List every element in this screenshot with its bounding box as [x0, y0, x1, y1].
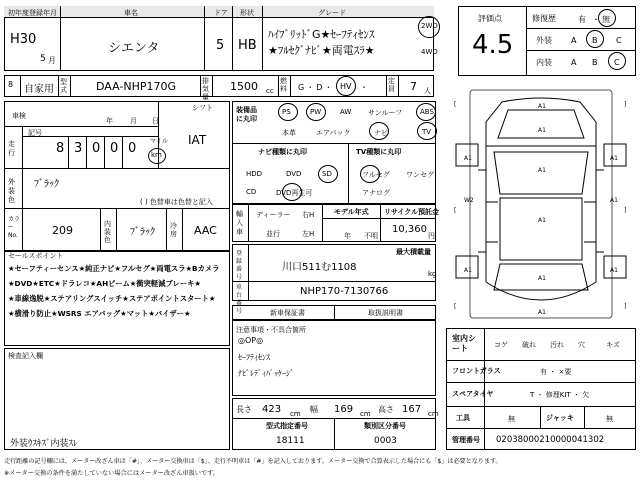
- seat-option: コゲ: [494, 341, 508, 349]
- divider: [200, 75, 201, 97]
- divider: [334, 305, 335, 320]
- equipment-item: ABS: [420, 108, 434, 116]
- mgmt-no: 02038000210000041302: [496, 435, 605, 445]
- divider: [100, 208, 101, 251]
- divider: [22, 208, 23, 251]
- length-unit: cm: [290, 410, 301, 418]
- odometer-digit: 8: [56, 141, 65, 156]
- divider: [446, 406, 636, 407]
- nav-option: HDD: [246, 170, 263, 178]
- diagram-label: A1: [538, 275, 546, 282]
- nav-option: DVD: [286, 170, 302, 178]
- capacity: 7: [410, 80, 417, 93]
- divider: [526, 28, 636, 29]
- model-year-unknown: 不明: [364, 232, 378, 240]
- fuel-hv: HV: [340, 82, 352, 91]
- chassis: NHP170-7130766: [300, 286, 389, 297]
- score-value: 4.5: [472, 30, 514, 60]
- doors: 5: [216, 38, 225, 53]
- footer-line1: 走行距離の記号欄には、メーター改ざん車は「#」、メーター交換車は「$」、走行不明車は「#」を記入しております。メーター交換で合算表示した場合にも「$」は必要となります。: [4, 458, 502, 465]
- spare-label: スペアタイヤ: [452, 390, 494, 398]
- nav-option: SD: [322, 170, 332, 178]
- use: 自家用: [24, 84, 54, 95]
- use-box: 8: [8, 80, 14, 89]
- int-c: C: [614, 58, 620, 67]
- note-line: ﾅﾋﾞﾚﾃﾞｨﾊﾟｯｹｰｼﾞ: [238, 369, 294, 378]
- ext-b: B: [592, 36, 598, 45]
- import-label: 輸入車: [236, 210, 243, 236]
- int-a: A: [571, 58, 577, 67]
- capacity-unit: 人: [424, 87, 431, 95]
- diagram-label: A1: [464, 155, 472, 162]
- odometer-divider: [104, 136, 105, 168]
- divider: [4, 208, 230, 209]
- car-diagram: [446, 82, 636, 326]
- interior-label: 内装: [536, 58, 552, 67]
- plate: 川口511む1108: [282, 262, 357, 273]
- tv-option: ワンセグ: [406, 171, 434, 179]
- equipment-item: PW: [310, 108, 322, 116]
- shape: HB: [238, 38, 257, 53]
- grade-label: グレード: [318, 9, 346, 17]
- nav-option: DVD再生可: [276, 189, 313, 197]
- parallel: 並行: [266, 230, 280, 238]
- fuel-options: G・D・: [298, 83, 335, 92]
- color-note: ( ) 色替車は色替と記入: [140, 198, 213, 206]
- dealer: ディーラー: [256, 211, 291, 219]
- divider: [182, 208, 183, 251]
- int-b: B: [592, 58, 598, 67]
- inspection-label: 車検: [12, 112, 26, 120]
- equipment-item: PS: [282, 108, 291, 116]
- height: 167: [402, 404, 422, 415]
- seat-option: 破れ: [522, 341, 536, 349]
- car-name-label: 車名: [124, 9, 138, 17]
- divider: [248, 244, 249, 301]
- divider: [4, 126, 158, 127]
- diagram-label: A1: [538, 167, 546, 174]
- svg-text:[: [: [454, 101, 457, 108]
- day-label: 日: [152, 117, 159, 125]
- divider: [484, 328, 485, 450]
- seat-option: 穴: [578, 341, 585, 349]
- mile-label: マイル: [150, 138, 168, 145]
- tools-label: 工具: [456, 414, 470, 422]
- divider: [278, 75, 279, 97]
- model-year-label: モデル年式: [334, 208, 369, 216]
- seat-option: 汚れ: [550, 341, 564, 349]
- width: 169: [334, 404, 354, 415]
- repair-label: 修復歴: [532, 14, 556, 23]
- divider: [166, 208, 167, 251]
- odometer-digit: 0: [92, 141, 101, 156]
- divider: [446, 360, 636, 361]
- reg-month-unit: 月: [48, 56, 56, 65]
- nav-label: ナビ種類に丸印: [258, 148, 307, 156]
- divider: [398, 75, 399, 97]
- nav-option: CD: [246, 188, 257, 196]
- drive-2wd: 2WD: [421, 22, 438, 30]
- ac-value: AAC: [194, 224, 217, 237]
- divider: [290, 75, 291, 97]
- class-no: 0003: [374, 436, 397, 446]
- color-value: ﾌﾞﾗｯｸ: [34, 179, 59, 190]
- color-no-label: カラーNo.: [8, 216, 21, 239]
- right-hand: 右H: [302, 211, 315, 219]
- height-unit: cm: [428, 410, 439, 418]
- divider: [322, 218, 436, 219]
- tools: 無: [508, 415, 515, 423]
- repair-yes: 有: [578, 15, 586, 24]
- month-label: 月: [130, 117, 137, 125]
- tv-option: フルセグ: [362, 171, 390, 179]
- sales-label: セールスポイント: [8, 252, 64, 260]
- interior-color: ﾌﾞﾗｯｸ: [130, 227, 155, 238]
- capacity-label: 定員: [388, 77, 395, 93]
- sales-line: ★車線逸脱★ステアリングスイッチ★ステアポイントスタート★: [8, 294, 216, 303]
- divider: [446, 428, 636, 429]
- sales-line: ★横滑り防止★WSRS エアバッグ★マット★バイザー★: [8, 309, 191, 318]
- divider: [540, 406, 541, 428]
- fuel-rest: ・: [360, 83, 368, 92]
- diagram-label: A1: [464, 267, 472, 274]
- equipment-item: 本革: [282, 129, 296, 137]
- svg-text:]: ]: [624, 303, 627, 310]
- divider: [348, 143, 349, 204]
- ac-label: 冷房: [170, 222, 177, 238]
- diagram-label: W2: [464, 197, 474, 204]
- footer-line2: ※メーター交換の条件を満たしていない場合にはメーター改ざん車扱いです。: [4, 470, 220, 477]
- equipment-label: 装備品に丸印: [236, 106, 257, 123]
- diagram-label: A1: [538, 103, 546, 110]
- svg-text:[: [: [454, 303, 457, 310]
- year-label: 年: [106, 117, 113, 125]
- type-label: 型式指定番号: [266, 422, 308, 430]
- divider: [262, 6, 263, 71]
- score-label: 評価点: [478, 14, 502, 23]
- class-label: 類別区分番号: [364, 422, 406, 430]
- plate-label: 登録番号: [236, 250, 243, 281]
- note-line: ｾｰﾌﾃｨｾﾝｽ: [238, 353, 270, 362]
- model: DAA-NHP170G: [96, 80, 177, 93]
- door-label: ドア: [214, 9, 228, 17]
- inspector-block: [4, 348, 230, 450]
- recycle-label: リサイクル預託金: [384, 208, 440, 216]
- note-line: ◎OP◎: [238, 336, 264, 345]
- diagram-label: A1: [610, 267, 618, 274]
- cc-unit: cc: [266, 87, 274, 95]
- front-glass: 有 ・ ×要: [540, 368, 572, 376]
- inspector-note: 外装ｳｽｷｽﾞ内装ｽﾚ: [10, 439, 78, 449]
- divider: [22, 126, 23, 168]
- mgmt-label: 管理番号: [452, 436, 480, 444]
- divider: [116, 208, 117, 251]
- divider: [60, 6, 61, 71]
- divider: [322, 204, 323, 242]
- grade-line2: ★ﾌﾙｾｸﾞﾅﾋﾞ★両電ｽﾗ★: [268, 44, 375, 57]
- model-label: 型式: [60, 78, 67, 94]
- divider: [334, 418, 335, 450]
- odometer-divider: [122, 136, 123, 168]
- left-hand: 左H: [302, 230, 315, 238]
- km-unit: km: [151, 151, 162, 159]
- divider: [380, 204, 381, 242]
- chassis-label: 車台番号: [236, 284, 243, 315]
- divider: [70, 75, 71, 97]
- digits-label: 記号: [28, 129, 42, 137]
- width-label: 幅: [310, 405, 318, 414]
- interior-seat-label: 室内シート: [452, 334, 476, 353]
- odometer-digit: 0: [110, 141, 119, 156]
- reg-month: 5: [40, 54, 46, 64]
- diagram-label: A1: [538, 217, 546, 224]
- jack-label: ジャッキ: [546, 414, 574, 422]
- reg-date-label: 初年度登録年月: [8, 9, 57, 17]
- diagram-label: A1: [610, 155, 618, 162]
- divider: [386, 75, 387, 97]
- height-label: 高さ: [378, 405, 394, 414]
- type-no: 18111: [276, 436, 305, 446]
- repair-no: 無: [602, 15, 610, 24]
- drive-4wd: 4WD: [421, 48, 438, 56]
- grade-line1: ﾊｲﾌﾞﾘｯﾄﾞG★ｾｰﾌﾃｨｾﾝｽ: [268, 28, 375, 41]
- diagram-label: A1: [538, 127, 546, 134]
- divider: [212, 75, 213, 97]
- svg-text:]: ]: [624, 207, 627, 214]
- car-name: シエンタ: [108, 41, 160, 56]
- equipment-item: AW: [340, 108, 352, 116]
- divider: [58, 75, 59, 97]
- equipment-item: サンルーフ: [368, 109, 403, 117]
- length: 423: [262, 404, 282, 415]
- sales-line: ★セーフティーセンス★純正ナビ★フルセグ★両電スラ★Bカメラ: [8, 264, 220, 273]
- color-label: 外装色: [8, 178, 15, 204]
- divider: [20, 75, 21, 97]
- equipment-item: ナビ: [374, 129, 388, 137]
- odometer-divider: [68, 136, 69, 168]
- odometer-digit: 3: [74, 141, 83, 156]
- exterior-label: 外装: [536, 36, 552, 45]
- divider: [584, 406, 585, 428]
- divider: [232, 6, 233, 71]
- disp-label: 排気量: [202, 77, 209, 101]
- shape-label: 形状: [240, 9, 254, 17]
- equipment-item: エアバック: [316, 129, 351, 137]
- divider: [232, 281, 436, 282]
- color-no: 209: [52, 224, 73, 237]
- model-year-unit: 年: [344, 232, 351, 240]
- recycle-yen: 円: [428, 232, 435, 240]
- divider: [204, 6, 205, 71]
- divider: [22, 168, 23, 208]
- divider: [232, 143, 436, 144]
- divider: [526, 6, 527, 76]
- recycle-value: 10,360: [392, 224, 427, 235]
- notes-label: 注意事項・不具合箇所: [236, 326, 306, 334]
- interior-color-label: 内装色: [104, 220, 111, 244]
- svg-text:[: [: [454, 207, 457, 214]
- spare: T ・ 修理KIT ・ 欠: [530, 391, 590, 399]
- equipment-item: TV: [422, 128, 432, 136]
- travel-label: 走行: [8, 140, 15, 157]
- warranty-manual: 取扱説明書: [368, 309, 403, 317]
- odometer-divider: [86, 136, 87, 168]
- ext-c: C: [616, 36, 622, 45]
- divider: [248, 204, 249, 242]
- sales-line: ★DVD★ETC★ドラレコ★AHビーム★衝突軽減ブレーキ★: [8, 279, 201, 288]
- displacement: 1500: [230, 80, 258, 93]
- load-label: 最大積載量: [396, 248, 431, 256]
- inspector-label: 検査記入欄: [8, 352, 43, 360]
- diagram-label: A1: [538, 309, 546, 316]
- divider: [22, 136, 158, 137]
- divider: [4, 168, 230, 169]
- svg-text:]: ]: [624, 101, 627, 108]
- warranty-new: 新車保証書: [270, 309, 305, 317]
- reg-year: H30: [10, 32, 37, 47]
- divider: [526, 50, 636, 51]
- odometer-digit: 0: [128, 141, 137, 156]
- divider: [446, 382, 636, 383]
- tv-option: アナログ: [362, 189, 390, 197]
- jack: 無: [606, 415, 613, 423]
- diagram-label: A1: [610, 197, 618, 204]
- load-kg: kg: [428, 270, 437, 278]
- width-unit: cm: [360, 410, 371, 418]
- length-label: 長さ: [236, 405, 252, 414]
- shift-label: シフト: [192, 104, 213, 112]
- ext-a: A: [571, 36, 577, 45]
- front-glass-label: フロントガラス: [452, 367, 501, 375]
- tv-label: TV種類に丸印: [356, 148, 402, 156]
- shift-value: IAT: [188, 133, 207, 147]
- fuel-label: 燃料: [280, 77, 287, 93]
- seat-option: キズ: [606, 341, 620, 349]
